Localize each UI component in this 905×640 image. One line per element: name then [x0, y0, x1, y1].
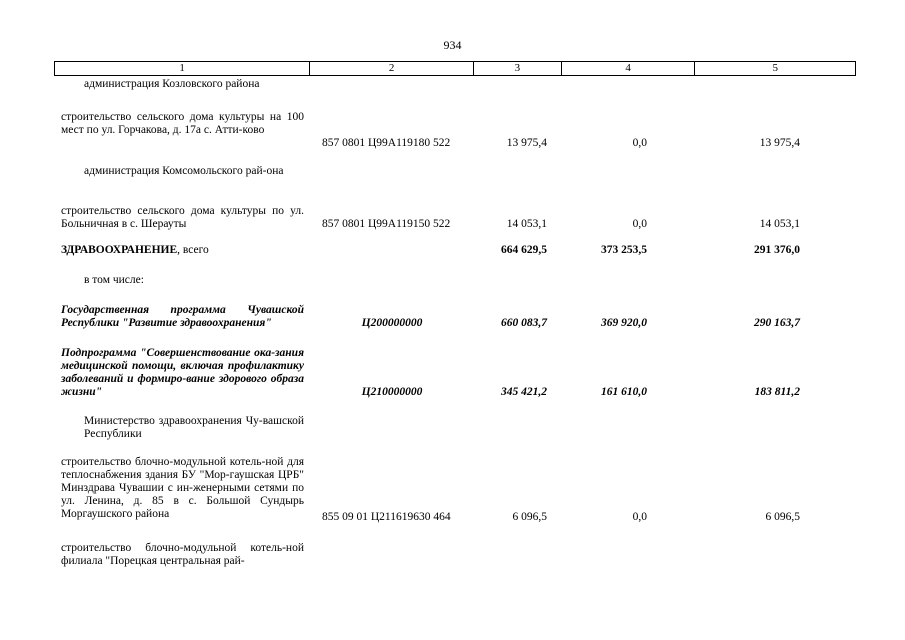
row-value-3: 14 053,1	[506, 218, 547, 230]
row-name: администрация Козловского района	[84, 78, 260, 90]
row-value-4: 161 610,0	[601, 386, 647, 398]
row-code: 857 0801 Ц99А119180 522	[322, 137, 451, 149]
row-value-3: 660 083,7	[501, 317, 547, 329]
row-name: строительство сельского дома культуры на 100 мест по ул. Горчакова, д. 17а с. Атти-ково	[61, 111, 304, 136]
row-value-4: 0,0	[632, 511, 647, 523]
page-number: 934	[443, 38, 462, 52]
row-value-3: 13 975,4	[506, 137, 547, 149]
row-name: Государственная программа Чувашской Республики "Развитие здравоохранения"	[61, 304, 304, 329]
row-name-suffix: , всего	[177, 244, 209, 256]
row-name: строительство сельского дома культуры по ул. Больничная в с. Шерауты	[61, 205, 304, 230]
row-name-bold: ЗДРАВООХРАНЕНИЕ	[61, 244, 178, 256]
column-header-2: 2	[310, 62, 474, 75]
row-name: строительство блочно-модульной котель-ной для теплоснабжения здания БУ "Мор-гаушская ЦРБ" Минздрава Чувашии с ин-женерными сетями по ул. Ленина, д. 85 в с. Большой Сундырь Моргаушского района	[61, 456, 304, 520]
row-value-5: 290 163,7	[754, 317, 800, 329]
row-value-4: 373 253,5	[601, 244, 647, 256]
row-value-4: 0,0	[632, 137, 647, 149]
row-value-3: 345 421,2	[501, 386, 547, 398]
row-name: администрация Комсомольского рай-она	[84, 165, 284, 177]
row-value-4: 369 920,0	[601, 317, 647, 329]
row-name: Министерство здравоохранения Чу-вашской Республики	[84, 415, 304, 440]
row-code: 857 0801 Ц99А119150 522	[322, 218, 451, 230]
row-code: Ц210000000	[361, 386, 423, 398]
row-value-5: 183 811,2	[754, 386, 800, 398]
row-value-5: 13 975,4	[759, 137, 800, 149]
column-header-1: 1	[55, 62, 310, 75]
row-value-3: 6 096,5	[512, 511, 547, 523]
row-value-3: 664 629,5	[501, 244, 547, 256]
column-header-4: 4	[562, 62, 696, 75]
row-name	[61, 244, 304, 257]
row-name: Подпрограмма "Совершенствование ока-зания медицинской помощи, включая профилактику заболеваний и формиро-вание здорового образа жизни"	[61, 347, 304, 398]
table-header	[54, 61, 856, 76]
row-name: строительство блочно-модульной котель-ной филиала "Порецкая центральная рай-	[61, 542, 304, 567]
column-header-5: 5	[772, 62, 778, 74]
row-name: в том числе:	[84, 274, 144, 286]
row-value-4: 0,0	[632, 218, 647, 230]
row-value-5: 291 376,0	[754, 244, 800, 256]
row-code: Ц200000000	[361, 317, 423, 329]
row-value-5: 6 096,5	[765, 511, 800, 523]
column-header-3: 3	[474, 62, 562, 75]
row-value-5: 14 053,1	[759, 218, 800, 230]
row-code: 855 09 01 Ц211619630 464	[322, 511, 451, 523]
